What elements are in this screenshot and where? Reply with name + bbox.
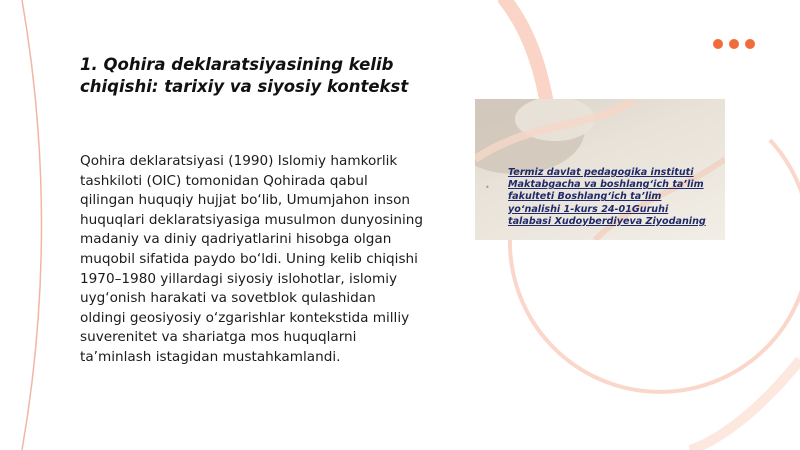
top-arc <box>505 0 548 110</box>
dot <box>713 39 723 49</box>
card-link[interactable]: Termiz davlat pedagogika instituti Maktabgacha va boshlang‘ich ta’lim fakulteti Boshlang‘ich ta’lim yo‘nalishi 1-kurs 24-01Guruhi talabasi Xudoyberdiyeva Ziyodaning <box>508 167 706 227</box>
dot <box>745 39 755 49</box>
left-edge-arc <box>22 0 42 450</box>
body-paragraph: Qohira deklaratsiyasi (1990) Islomiy hamkorlik tashkiloti (OIC) tomonidan Qohirada qabul qilingan huquqiy hujjat bo‘lib, Umumjahon inson huquqlari deklaratsiyasiga musulmon dunyosining madaniy va diniy qadriyatlarini hisobga olgan muqobil sifatida paydo bo‘ldi. Uning kelib chiqishi 1970–1980 yillardagi siyosiy islohotlar, islomiy uyg‘onish harakati va sovetblok qulashidan oldingi geosiyosiy o‘zgarishlar kontekstida milliy suverenitet va shariatga mos huquqlarni ta’minlash istagidan mustahkamlandi. <box>80 153 424 365</box>
right-swoosh <box>690 360 800 450</box>
card-bullet: • <box>485 183 490 192</box>
dot <box>729 39 739 49</box>
page-title: 1. Qohira deklaratsiyasining kelib chiqishi: tarixiy va siyosiy kontekst <box>80 55 409 96</box>
menu-dots-icon <box>713 39 755 49</box>
image-card <box>475 99 725 240</box>
